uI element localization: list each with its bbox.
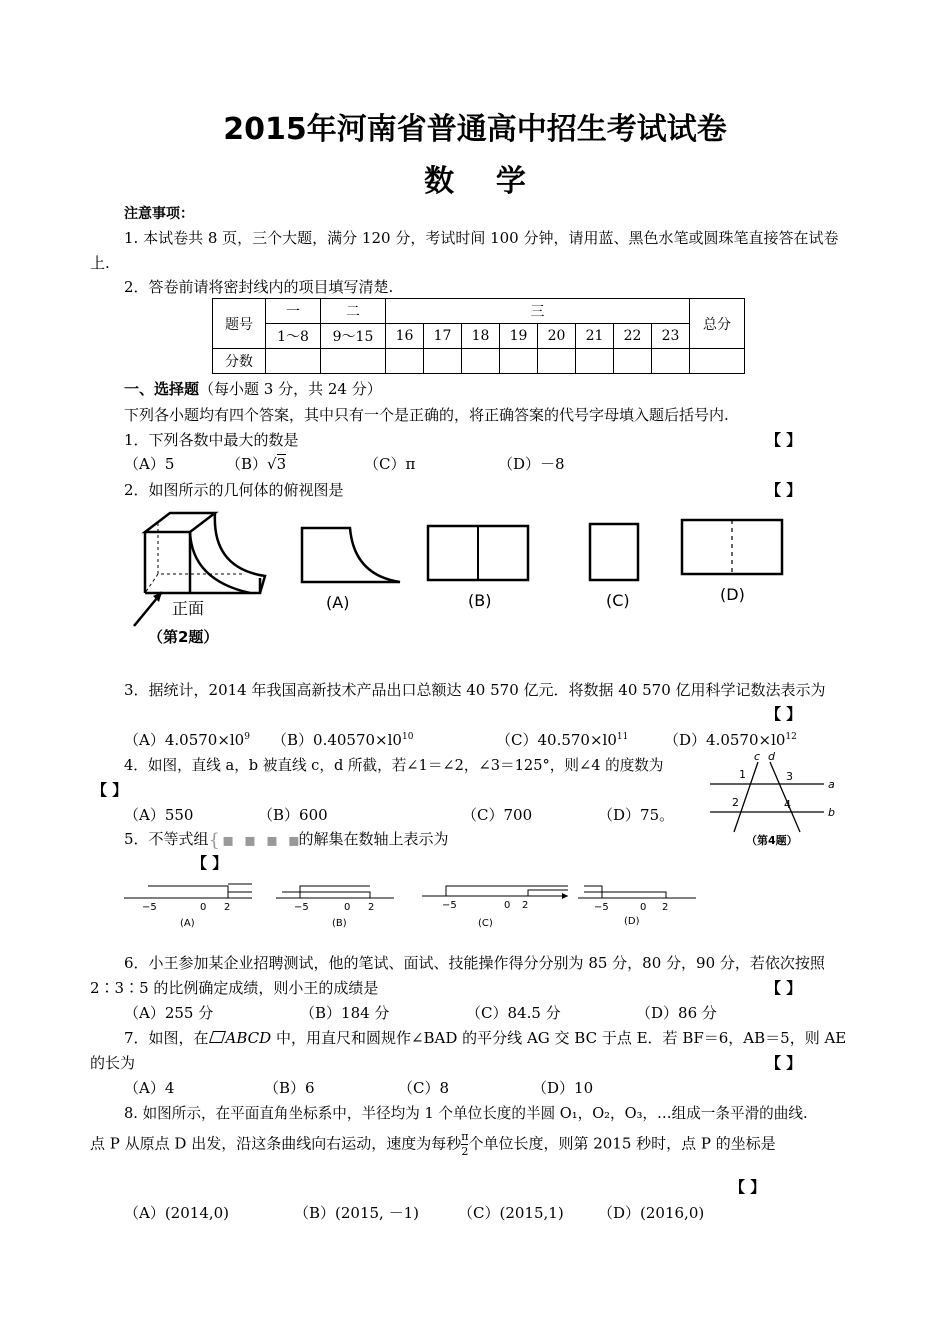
q5-stem-post: 的解集在数轴上表示为 — [298, 830, 449, 848]
q8-fraction-numerator: π — [461, 1130, 469, 1143]
axis-label-2: 2 — [368, 902, 375, 913]
section-1-note: （每小题 3 分，共 24 分） — [199, 380, 382, 398]
q5-option-b-label: (B) — [332, 918, 347, 929]
q4-label-a: a — [828, 778, 835, 791]
q5-option-c-numberline — [418, 874, 578, 934]
q5-option-d-label: (D) — [624, 916, 640, 927]
score-cell[interactable] — [652, 349, 690, 374]
axis-label-minus5: −5 — [142, 902, 157, 913]
q4-angle-1: 1 — [739, 768, 746, 781]
q2-stem: 2．如图所示的几何体的俯视图是 — [124, 481, 344, 499]
q5-option-a-numberline — [120, 878, 260, 934]
q4-angle-2: 2 — [732, 796, 739, 809]
notice-heading: 注意事项： — [124, 206, 194, 222]
inequality-system-image: {▪ ▪ ▪ ▪ — [208, 829, 302, 851]
q5-stem-pre: 5．不等式组 — [124, 830, 209, 848]
q3-option-c-base: （C）40.570×l0 — [496, 731, 617, 749]
q7-option-a: （A）4 — [124, 1079, 175, 1097]
score-cell[interactable] — [690, 349, 745, 374]
q5-option-a-label: (A) — [180, 918, 195, 929]
q7-stem-post: 中，用直尺和圆规作∠BAD 的平分线 AG 交 BC 于点 E．若 BF＝6，AB＝5，则 AE — [271, 1029, 847, 1047]
score-cell[interactable] — [538, 349, 576, 374]
q7-stem-line2: 的长为 — [90, 1054, 136, 1072]
q1-option-b — [226, 453, 286, 474]
score-cell[interactable] — [266, 349, 321, 374]
row-label-number: 题号 — [213, 299, 266, 349]
row-label-score: 分数 — [213, 349, 266, 374]
q7-option-b: （B）6 — [264, 1079, 315, 1097]
score-cell[interactable] — [614, 349, 652, 374]
score-cell[interactable] — [576, 349, 614, 374]
q7-answer-bracket[interactable]: 【 】 — [766, 1054, 802, 1072]
axis-label-0: 0 — [200, 902, 207, 913]
col-header: 19 — [500, 324, 538, 349]
q3-answer-bracket[interactable]: 【 】 — [766, 705, 802, 723]
axis-label-0: 0 — [640, 902, 647, 913]
q4-option-b: （B）600 — [258, 806, 328, 824]
subject-title: 数 学 — [424, 164, 526, 199]
q2-option-b-figure — [420, 520, 540, 620]
score-cell[interactable] — [386, 349, 424, 374]
q3-option-a-base: （A）4.0570×l0 — [124, 731, 245, 749]
q8-stem-pre: 点 P 从原点 D 出发，沿这条曲线向右运动，速度为每秒 — [90, 1134, 462, 1153]
parallelogram-icon — [209, 1031, 226, 1043]
q2-option-c-label: (C) — [606, 591, 630, 610]
axis-label-minus5: −5 — [294, 902, 309, 913]
q8-fraction-denominator: 2 — [461, 1145, 469, 1158]
q4-figure — [706, 748, 846, 852]
q4-stem: 4．如图，直线 a，b 被直线 c，d 所截，若∠1＝∠2，∠3＝125°，则∠4 的度数为 — [124, 757, 664, 774]
q3-option-a-exp: 9 — [244, 732, 250, 742]
axis-label-2: 2 — [224, 902, 231, 913]
q2-option-a-label: (A) — [326, 593, 350, 612]
q4-option-d: （D）75。 — [598, 806, 675, 824]
q8-stem-post: 个单位长度，则第 2015 秒时，点 P 的坐标是 — [468, 1134, 776, 1153]
q1-option-b-radicand: 3 — [276, 455, 287, 473]
q8-option-b: （B）(2015, －1) — [294, 1204, 419, 1222]
q4-answer-bracket[interactable]: 【 】 — [92, 781, 128, 799]
score-cell[interactable] — [321, 349, 386, 374]
q6-option-d: （D）86 分 — [636, 1004, 717, 1022]
q6-option-a: （A）255 分 — [124, 1004, 214, 1022]
q3-option-d-base: （D）4.0570×l0 — [664, 731, 786, 749]
q2-answer-bracket[interactable]: 【 】 — [766, 481, 802, 499]
axis-label-0: 0 — [504, 900, 511, 911]
section-1-instruction: 下列各小题均有四个答案，其中只有一个是正确的，将正确答案的代号字母填入题后括号内. — [124, 406, 729, 424]
q3-option-b — [272, 729, 413, 750]
q1-option-a: （A）5 — [124, 455, 175, 473]
q3-option-c — [496, 729, 628, 750]
col-header: 17 — [424, 324, 462, 349]
q7-stem-line1 — [124, 1027, 846, 1048]
q4-angle-4: 4 — [784, 798, 791, 811]
q6-stem-line2: 2∶3∶5 的比例确定成绩，则小王的成绩是 — [90, 979, 379, 997]
col-header: 1～8 — [266, 324, 321, 349]
col-header: 22 — [614, 324, 652, 349]
section-1-heading-row — [124, 378, 382, 399]
q4-label-b: b — [828, 806, 835, 819]
q4-label-c: c — [754, 750, 761, 763]
q1-option-d: （D）－8 — [498, 455, 565, 473]
q5-stem — [124, 828, 449, 851]
col-header: 21 — [576, 324, 614, 349]
q7-stem-pre: 7．如图，在 — [124, 1029, 209, 1047]
q6-option-c: （C）84.5 分 — [466, 1004, 561, 1022]
col-header: 23 — [652, 324, 690, 349]
group-2-header: 二 — [321, 299, 386, 324]
notice-item-2: 2．答卷前请将密封线内的项目填写清楚. — [124, 278, 394, 296]
q4-option-a: （A）550 — [124, 806, 194, 824]
q6-option-b: （B）184 分 — [300, 1004, 390, 1022]
q8-option-c: （C）(2015,1) — [458, 1204, 564, 1222]
score-table — [212, 298, 745, 374]
q4-label-d: d — [768, 750, 775, 763]
score-cell[interactable] — [462, 349, 500, 374]
q7-parallelogram-name: ABCD — [225, 1029, 272, 1047]
q2-option-a-figure — [292, 520, 412, 620]
q2-option-d-figure — [674, 516, 794, 616]
q3-option-d — [664, 729, 797, 750]
axis-label-0: 0 — [344, 902, 351, 913]
q7-option-d: （D）10 — [532, 1079, 594, 1097]
col-header: 16 — [386, 324, 424, 349]
axis-label-minus5: −5 — [594, 902, 609, 913]
q3-option-a — [124, 729, 250, 750]
q8-answer-bracket[interactable]: 【 】 — [730, 1178, 766, 1196]
q7-option-c: （C）8 — [398, 1079, 450, 1097]
q4-angle-3: 3 — [786, 770, 793, 783]
exam-title: 2015年河南省普通高中招生考试试卷 — [223, 112, 727, 147]
group-1-header: 一 — [266, 299, 321, 324]
q3-option-c-exp: 11 — [616, 732, 629, 742]
q2-front-label: 正面 — [172, 599, 205, 618]
q8-stem-line2 — [90, 1130, 776, 1159]
section-1-heading: 一、选择题 — [124, 380, 200, 398]
q5-answer-bracket[interactable]: 【 】 — [192, 854, 228, 872]
q1-stem: 1．下列各数中最大的数是 — [124, 431, 299, 449]
q8-option-a: （A）(2014,0) — [124, 1204, 230, 1222]
score-cell[interactable] — [424, 349, 462, 374]
col-header: 20 — [538, 324, 576, 349]
q1-option-b-label: （B） — [226, 455, 268, 473]
q3-option-b-exp: 10 — [401, 732, 414, 742]
q2-option-d-label: (D) — [720, 585, 745, 604]
col-header: 18 — [462, 324, 500, 349]
q5-option-d-numberline — [574, 878, 704, 934]
q8-option-d: （D）(2016,0) — [598, 1204, 705, 1222]
q2-solid-figure — [120, 508, 290, 650]
q4-caption: （第4题） — [746, 834, 798, 847]
sqrt-symbol: √3 — [267, 455, 287, 473]
q8-stem-line1: 8. 如图所示，在平面直角坐标系中，半径均为 1 个单位长度的半圆 O₁，O₂，O₃，…组成一条平滑的曲线. — [124, 1105, 808, 1122]
q6-answer-bracket[interactable]: 【 】 — [766, 979, 802, 997]
axis-label-minus5: −5 — [442, 900, 457, 911]
q5-option-b-numberline — [272, 878, 402, 934]
q2-option-c-figure — [578, 520, 658, 620]
total-header: 总分 — [690, 299, 745, 349]
score-cell[interactable] — [500, 349, 538, 374]
q5-option-c-label: (C) — [478, 918, 493, 929]
q3-option-d-exp: 12 — [785, 732, 797, 742]
q6-stem-line1: 6．小王参加某企业招聘测试，他的笔试、面试、技能操作得分分别为 85 分，80 分，90 分，若依次按照 — [124, 954, 825, 972]
q4-option-c: （C）700 — [462, 806, 533, 824]
q2-option-b-label: (B) — [468, 591, 492, 610]
q3-option-b-base: （B）0.40570×l0 — [272, 731, 402, 749]
axis-label-2: 2 — [522, 900, 529, 911]
q1-option-c: （C）π — [364, 455, 416, 473]
notice-item-1-cont: 上. — [90, 254, 110, 272]
axis-label-2: 2 — [662, 902, 669, 913]
group-3-header: 三 — [386, 299, 690, 324]
notice-item-1: 1. 本试卷共 8 页，三个大题，满分 120 分，考试时间 100 分钟，请用蓝、黑色水笔或圆珠笔直接答在试卷 — [124, 229, 839, 247]
col-header: 9～15 — [321, 324, 386, 349]
q2-caption: （第2题） — [148, 628, 219, 646]
q1-answer-bracket[interactable]: 【 】 — [766, 431, 802, 449]
q3-stem: 3．据统计，2014 年我国高新技术产品出口总额达 40 570 亿元．将数据 40 570 亿用科学记数法表示为 — [124, 681, 826, 699]
